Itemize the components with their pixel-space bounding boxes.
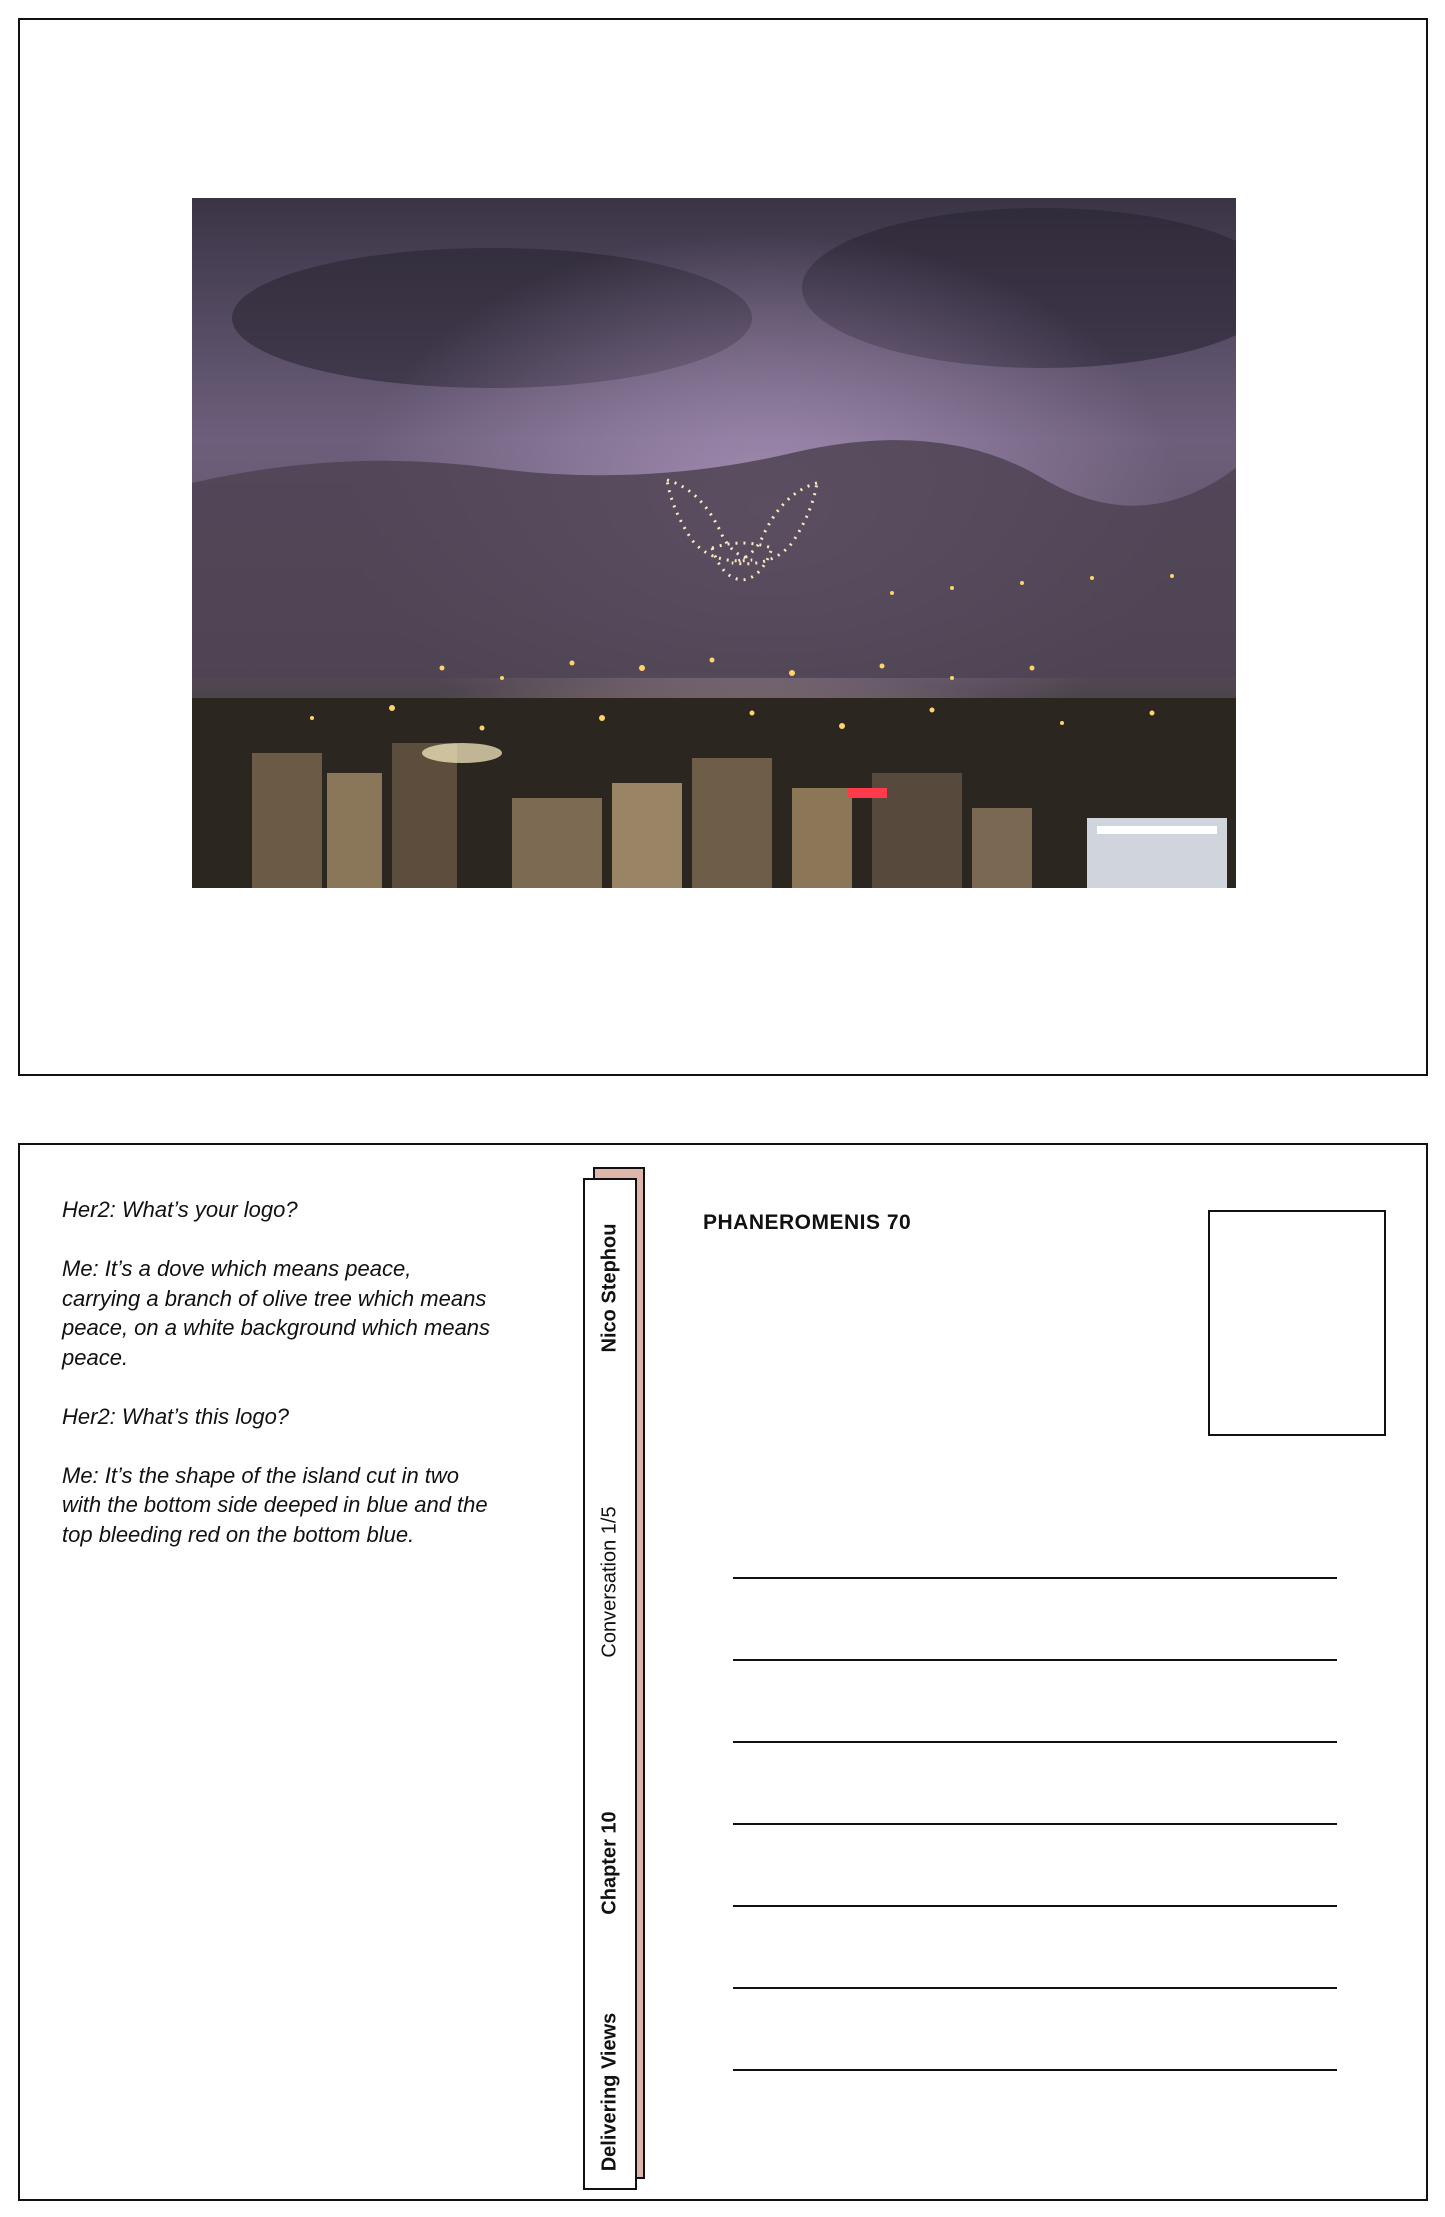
message-paragraph: Me: It’s the shape of the island cut in two with the bottom side deeped in blue and the top bleeding red on the bottom blue. bbox=[62, 1462, 488, 1547]
handwritten-message bbox=[62, 1195, 492, 1579]
message-paragraph: Her2: What’s your logo? bbox=[62, 1197, 298, 1222]
address-line bbox=[733, 1987, 1337, 1989]
address-line bbox=[733, 1905, 1337, 1907]
spine-conversation: Conversation 1/5 bbox=[598, 1506, 621, 1658]
message-paragraph: Her2: What’s this logo? bbox=[62, 1403, 290, 1429]
address-line bbox=[733, 1659, 1337, 1661]
spine-title: Delivering Views bbox=[598, 2012, 621, 2172]
address-line bbox=[733, 2069, 1337, 2071]
city-buildings bbox=[192, 698, 1236, 888]
spine-author: Nico Stephou bbox=[598, 1223, 621, 1353]
stamp-box-icon bbox=[1208, 1210, 1386, 1436]
city-night-photo bbox=[192, 198, 1236, 888]
address-line bbox=[733, 1741, 1337, 1743]
address-line bbox=[733, 1823, 1337, 1825]
postcard-front bbox=[18, 18, 1428, 1076]
dove-drone-photo-art bbox=[192, 198, 1236, 888]
spine-chapter: Chapter 10 bbox=[598, 1811, 621, 1915]
address-line bbox=[733, 1577, 1337, 1579]
postcard-back bbox=[18, 1143, 1428, 2201]
book-spine bbox=[583, 1178, 637, 2190]
message-paragraph: Me: It’s a dove which means peace, carrying a branch of olive tree which means peace, on a white background which means peace. bbox=[62, 1256, 491, 1370]
address-line-1: PHANEROMENIS 70 bbox=[703, 1211, 912, 1234]
